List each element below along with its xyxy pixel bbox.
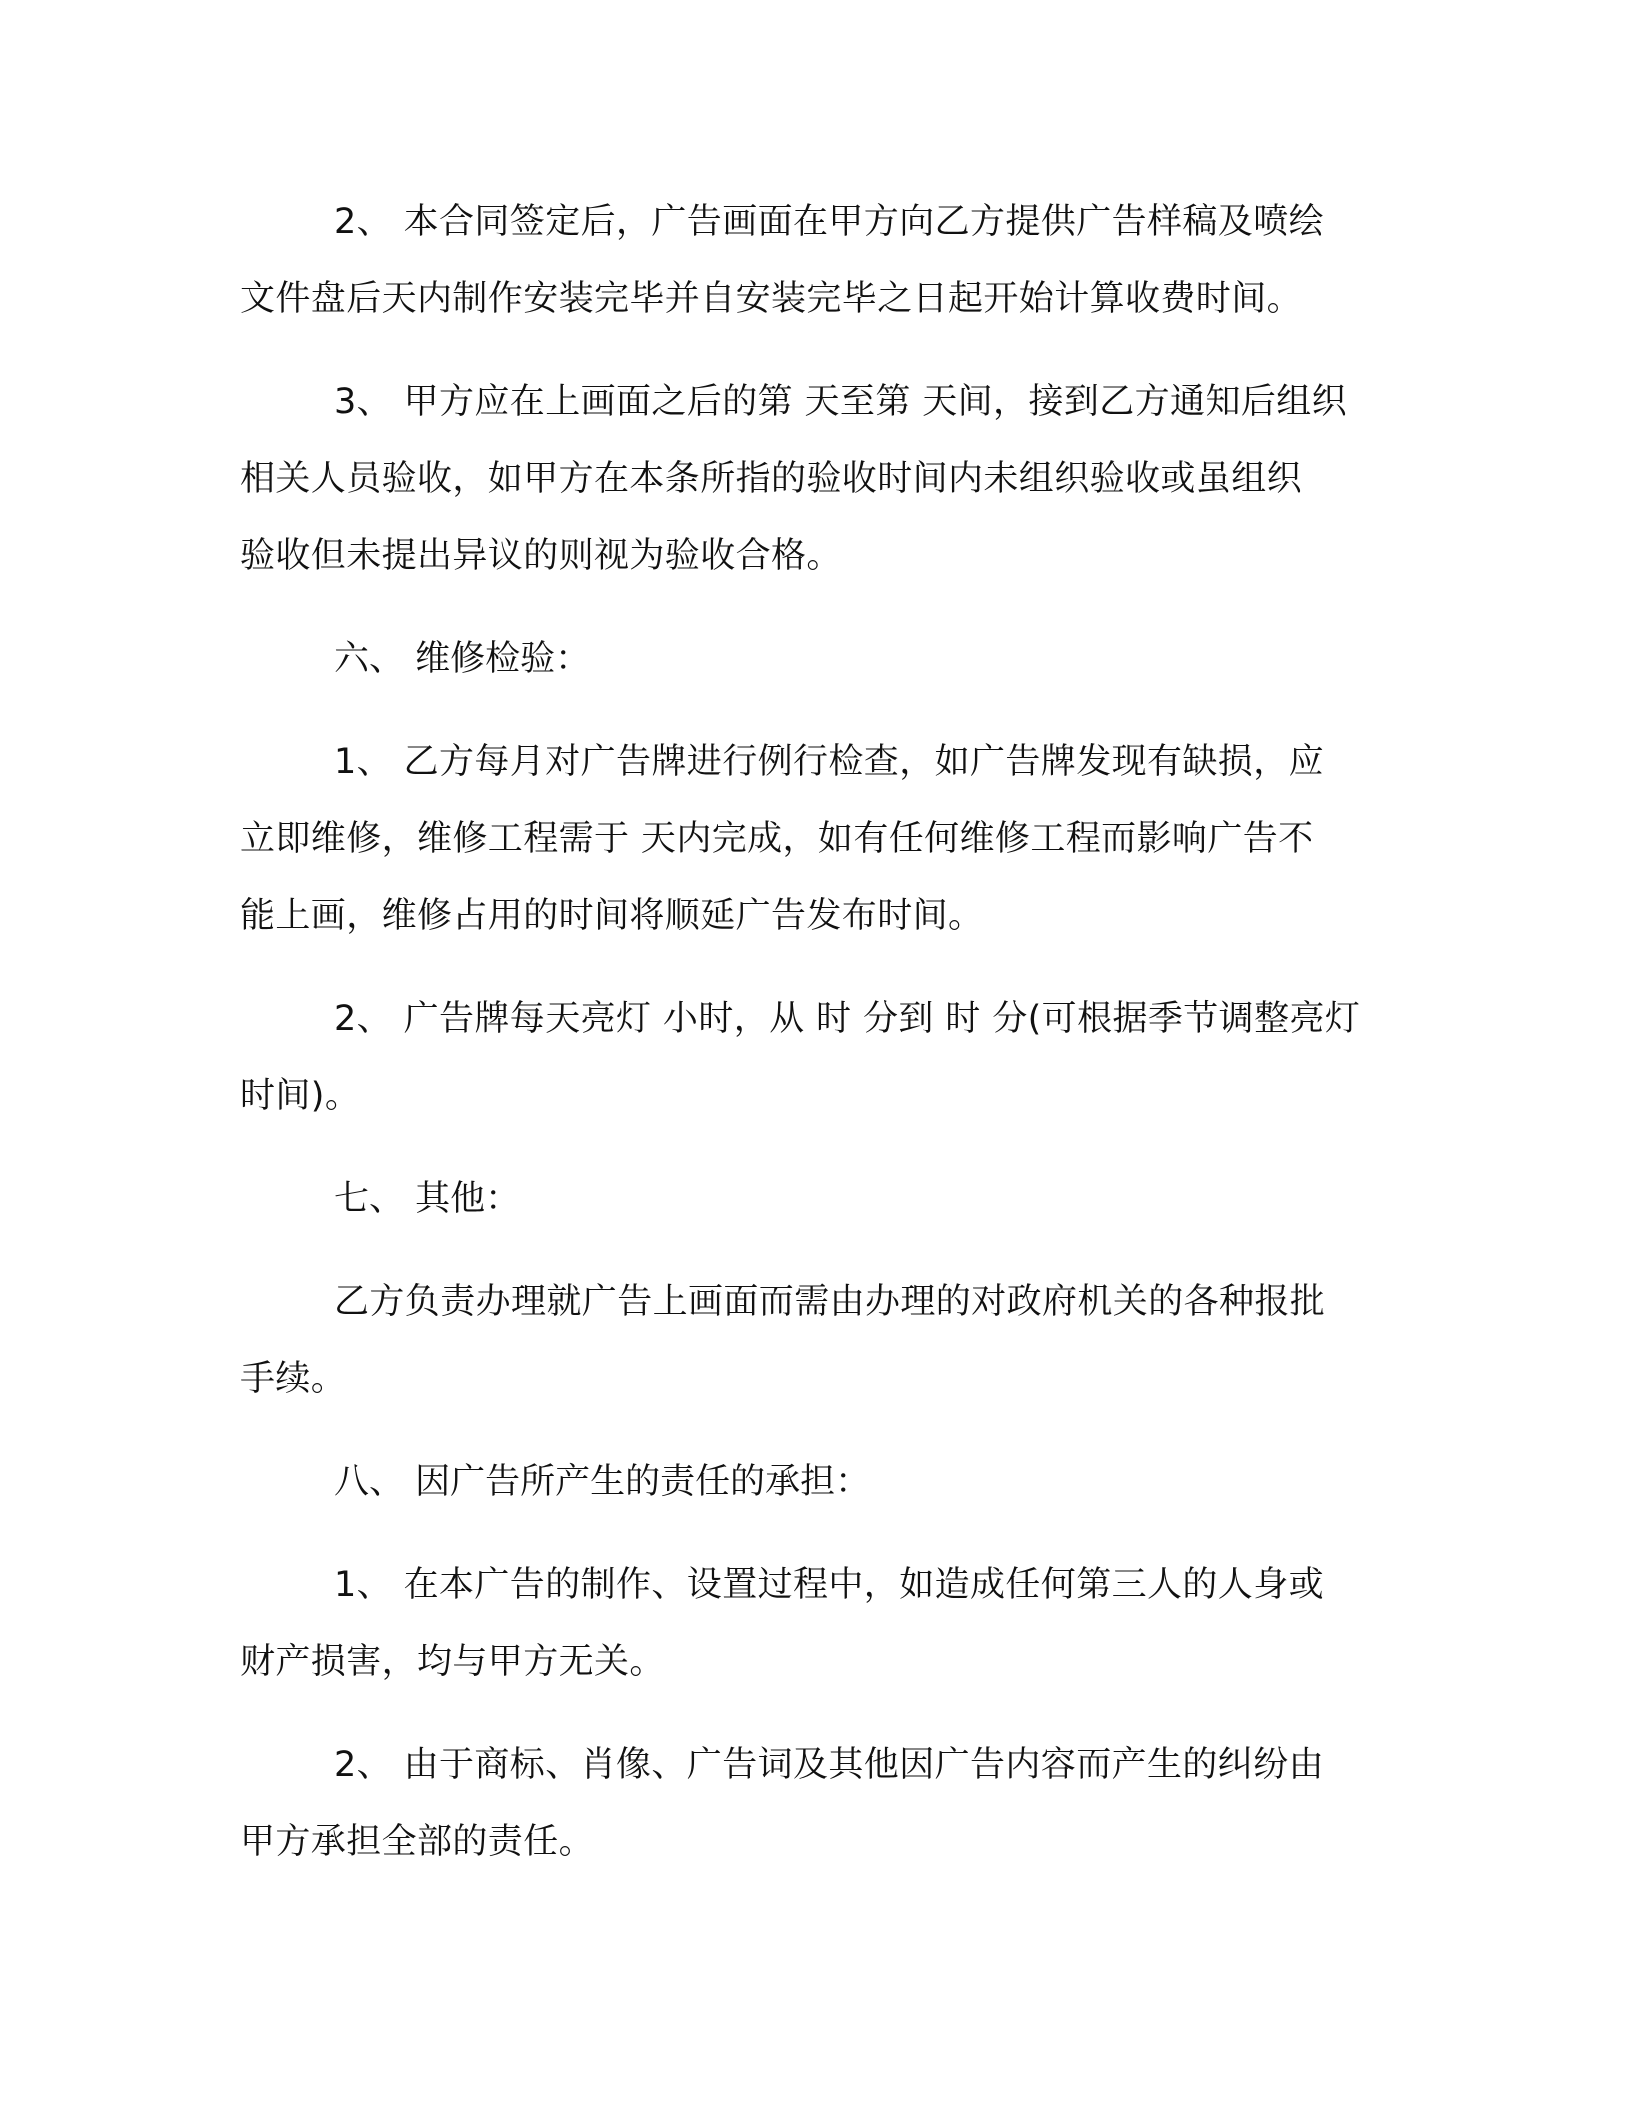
section-heading [240,621,1388,698]
text-line: 1、 乙方每月对广告牌进行例行检查，如广告牌发现有缺损，应 [334,742,1324,782]
text-line: 手续。 [240,1359,347,1399]
paragraph [240,981,1388,1135]
paragraph-gap [240,1238,1388,1264]
document-body [240,184,1388,1881]
text-line: 2、 由于商标、肖像、广告词及其他因广告内容而产生的纠纷由 [334,1745,1324,1785]
paragraph-gap [240,698,1388,724]
text-line: 能上画，维修占用的时间将顺延广告发布时间。 [240,896,984,936]
text-line: 文件盘后天内制作安装完毕并自安装完毕之日起开始计算收费时间。 [240,279,1303,319]
section-heading [240,1161,1388,1238]
text-line: 六、 维修检验： [334,639,591,679]
text-line: 相关人员验收，如甲方在本条所指的验收时间内未组织验收或虽组织 [240,459,1303,499]
text-line: 七、 其他： [334,1179,521,1219]
text-line: 2、 广告牌每天亮灯 小时，从 时 分到 时 分(可根据季节调整亮灯 [334,999,1361,1039]
paragraph [240,184,1388,338]
text-line: 3、 甲方应在上画面之后的第 天至第 天间，接到乙方通知后组织 [334,382,1348,422]
paragraph-gap [240,338,1388,364]
paragraph [240,1264,1388,1418]
paragraph-gap [240,955,1388,981]
paragraph [240,1547,1388,1701]
paragraph-gap [240,1418,1388,1444]
paragraph-gap [240,595,1388,621]
paragraph-gap [240,1701,1388,1727]
paragraph-gap [240,1521,1388,1547]
paragraph [240,1727,1388,1881]
text-line: 立即维修，维修工程需于 天内完成，如有任何维修工程而影响广告不 [240,819,1314,859]
text-line: 财产损害，均与甲方无关。 [240,1642,665,1682]
text-line: 验收但未提出异议的则视为验收合格。 [240,536,842,576]
text-line: 2、 本合同签定后，广告画面在甲方向乙方提供广告样稿及喷绘 [334,202,1324,242]
text-line: 1、 在本广告的制作、设置过程中，如造成任何第三人的人身或 [334,1565,1324,1605]
section-heading [240,1444,1388,1521]
paragraph-gap [240,1135,1388,1161]
text-line: 八、 因广告所产生的责任的承担： [334,1462,871,1502]
text-line: 甲方承担全部的责任。 [240,1822,595,1862]
text-line: 时间)。 [240,1076,361,1116]
paragraph [240,724,1388,955]
paragraph [240,364,1388,595]
text-line: 乙方负责办理就广告上画面而需由办理的对政府机关的各种报批 [334,1282,1326,1322]
